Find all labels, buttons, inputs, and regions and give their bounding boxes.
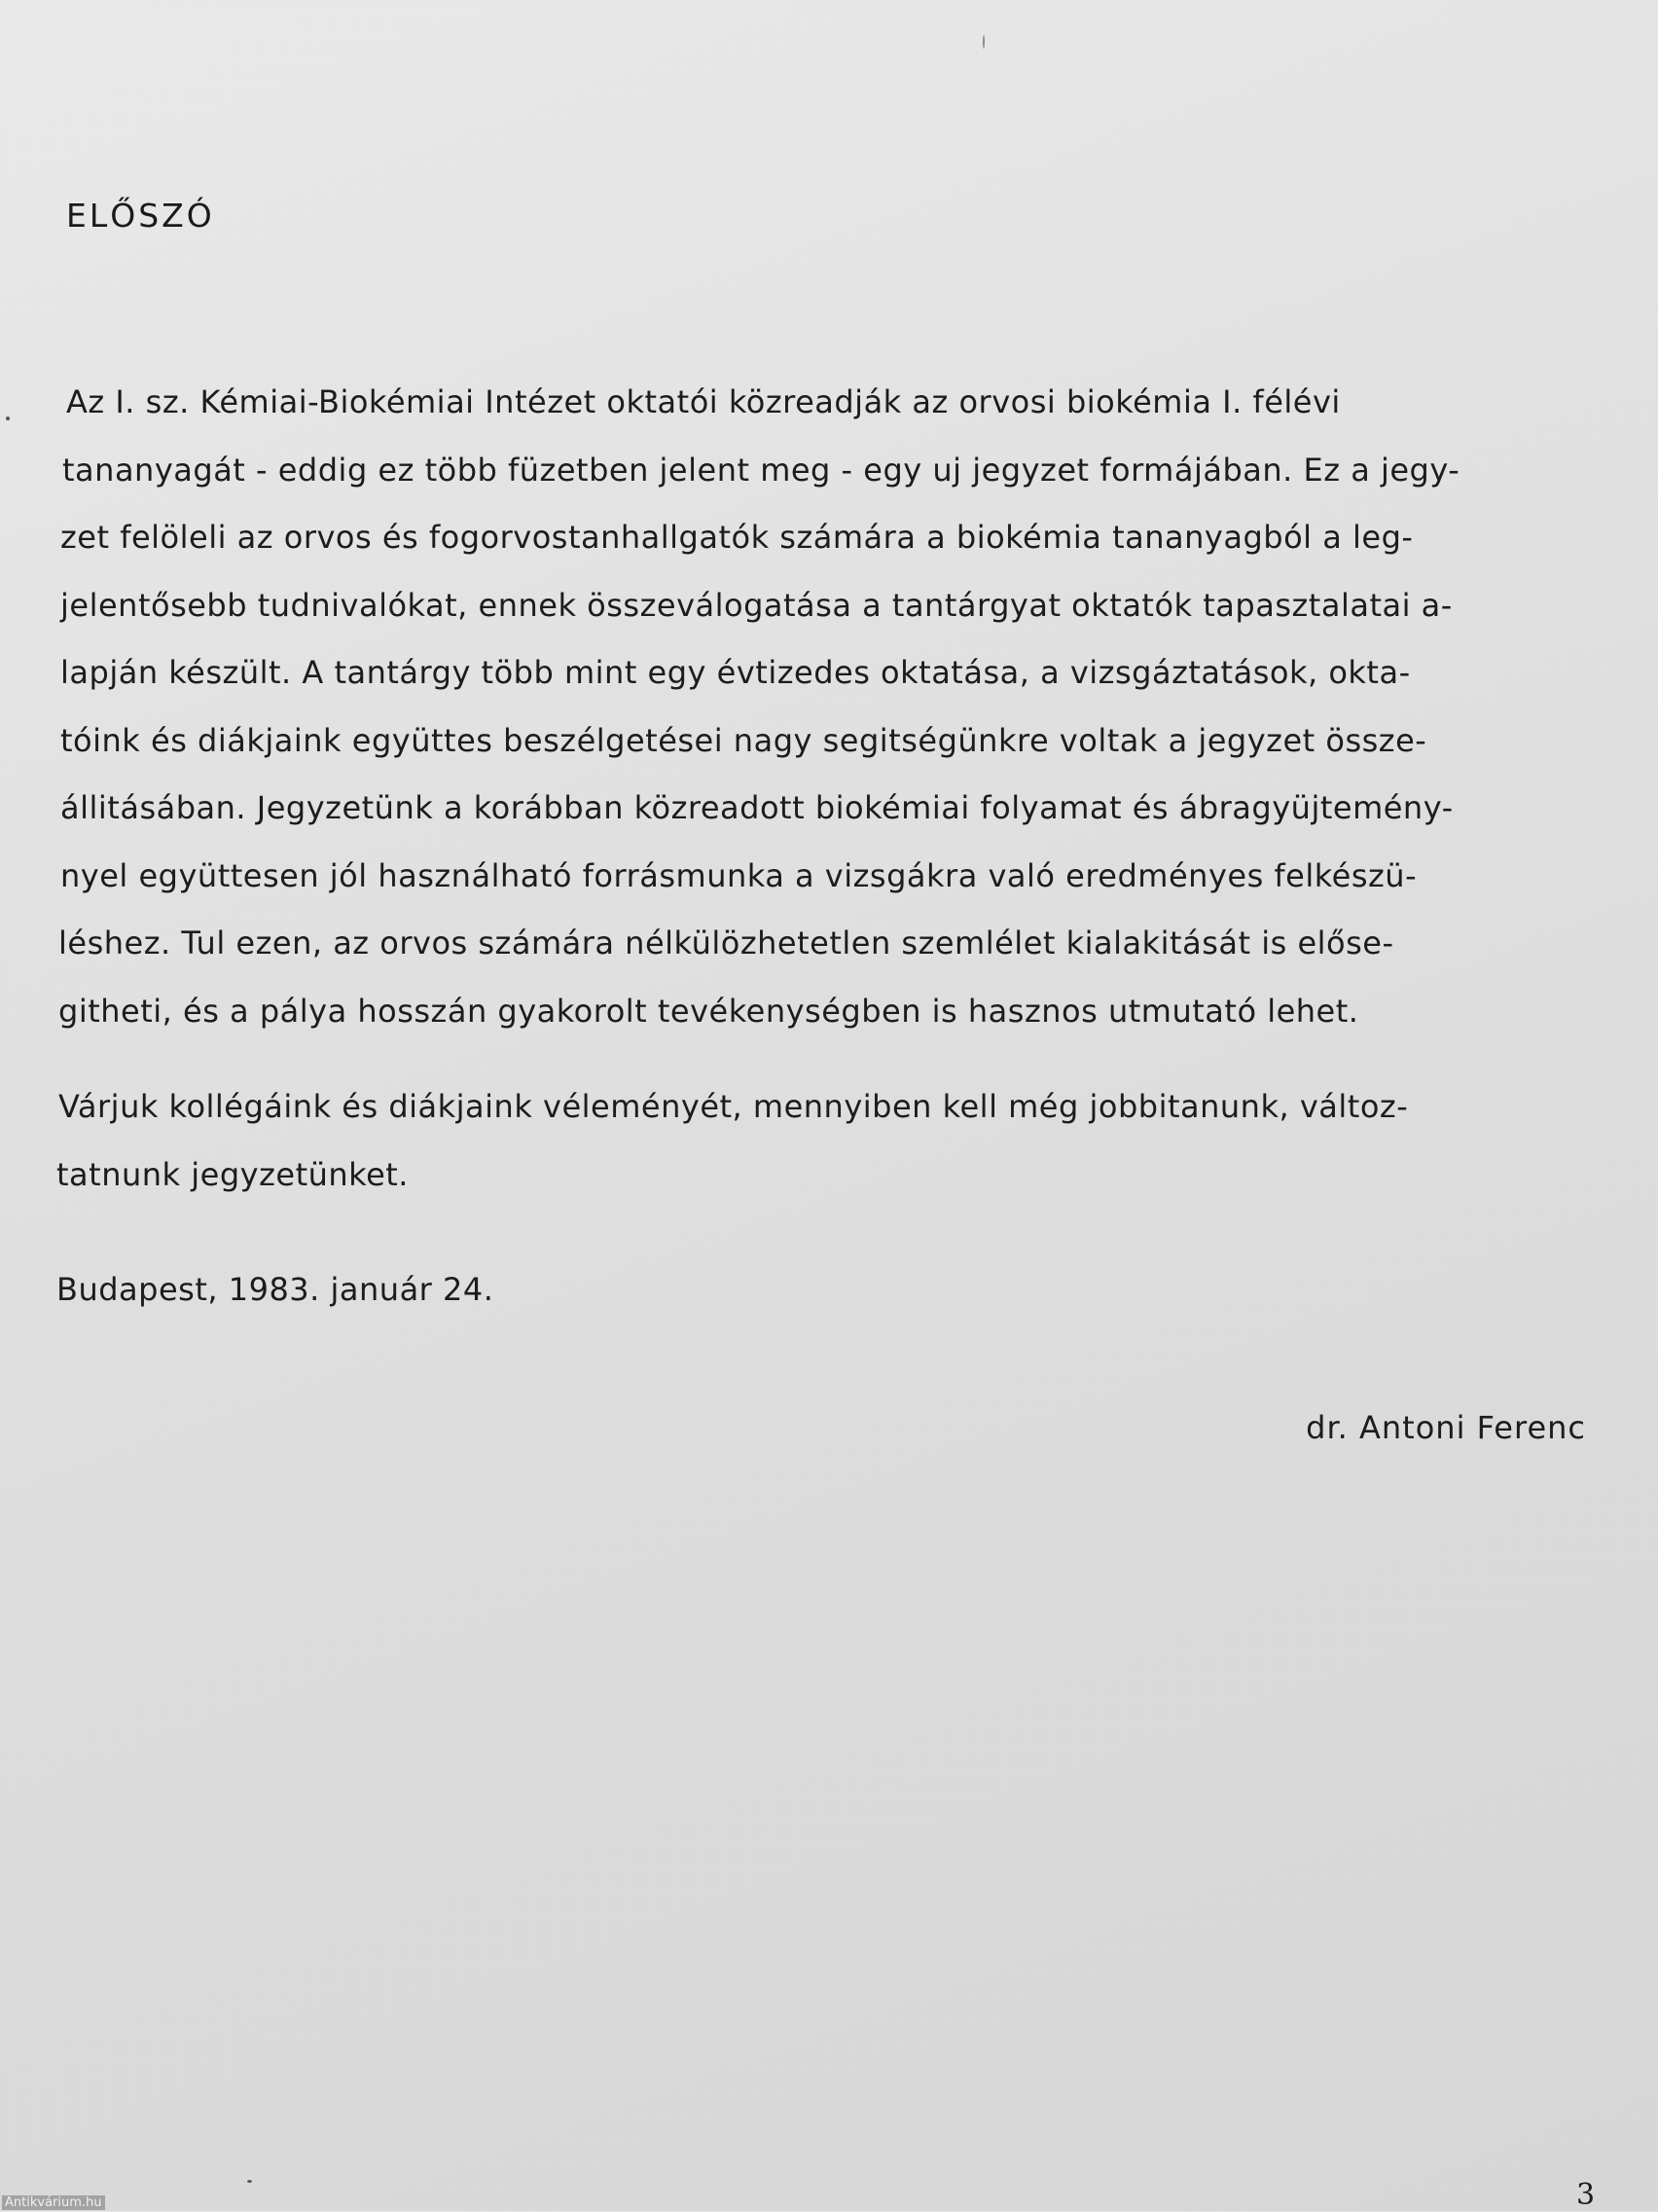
page-number: 3: [1576, 2178, 1596, 2212]
text-line: githeti, és a pálya hosszán gyakorolt tevékenységben is hasznos utmutató lehet.: [58, 993, 1359, 1030]
text-line: jelentősebb tudnivalókat, ennek összeválogatása a tantárgyat oktatók tapasztalatai a-: [60, 587, 1453, 624]
text-line: állitásában. Jegyzetünk a korábban közreadott biokémiai folyamat és ábragyüjtemény-: [60, 789, 1454, 826]
print-speck: [6, 417, 10, 420]
watermark: Antikvárium.hu: [2, 2195, 105, 2210]
text-line: tatnunk jegyzetünket.: [56, 1156, 409, 1193]
text-line: tananyagát - eddig ez több füzetben jelent meg - egy uj jegyzet formájában. Ez a jegy-: [62, 452, 1460, 489]
signature: dr. Antoni Ferenc: [1306, 1409, 1586, 1446]
text-line: zet felöleli az orvos és fogorvostanhallgatók számára a biokémia tananyagból a leg-: [60, 519, 1414, 556]
text-line: lapján készült. A tantárgy több mint egy évtizedes oktatása, a vizsgáztatások, okta-: [60, 654, 1411, 691]
print-speck: [247, 2180, 252, 2183]
page-title: ELŐSZÓ: [66, 197, 215, 235]
date-line: Budapest, 1983. január 24.: [56, 1271, 494, 1308]
text-line: nyel együttesen jól használható forrásmunka a vizsgákra való eredményes felkészü-: [60, 857, 1418, 894]
text-line: Az I. sz. Kémiai-Biokémiai Intézet oktatói közreadják az orvosi biokémia I. félévi: [66, 383, 1341, 420]
text-line: tóink és diákjaink együttes beszélgetései nagy segitségünkre voltak a jegyzet össze-: [60, 722, 1427, 759]
print-speck: [983, 35, 985, 49]
text-line: Várjuk kollégáink és diákjaink véleményét, mennyiben kell még jobbitanunk, változ-: [58, 1088, 1409, 1125]
text-line: léshez. Tul ezen, az orvos számára nélkülözhetetlen szemlélet kialakitását is előse-: [58, 925, 1394, 961]
